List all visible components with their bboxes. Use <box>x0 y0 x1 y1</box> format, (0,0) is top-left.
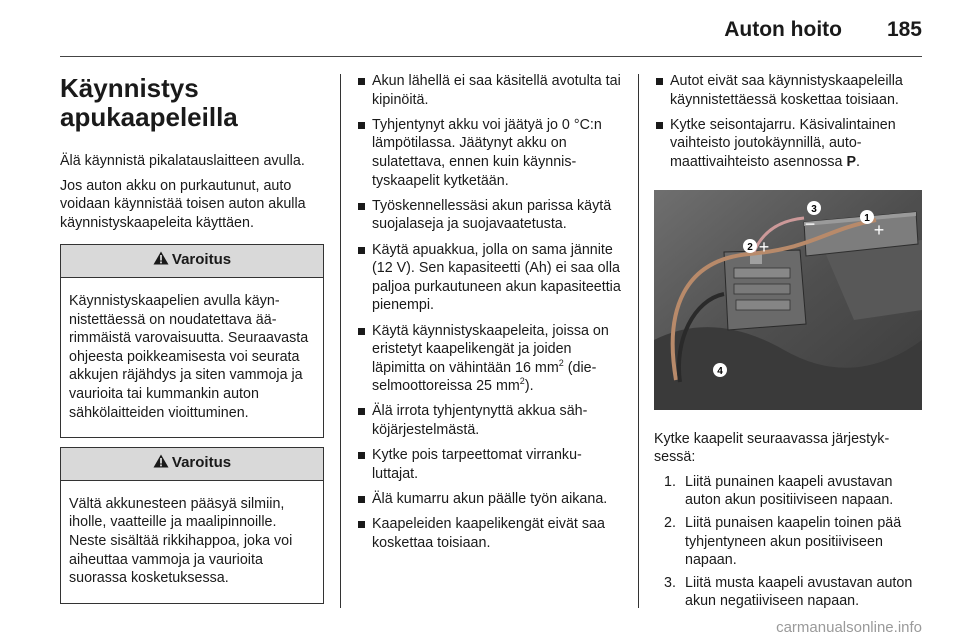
step-item <box>654 473 922 510</box>
section-title-line-2: apukaapeleilla <box>60 102 238 132</box>
list-item: Kaapeleiden kaapelikengät eivät saa koskettaa toisiaan. <box>356 515 622 552</box>
warning-label: Varoitus <box>171 454 232 472</box>
text-fragment: (dieselmoottoreissa 25 mm <box>372 359 597 395</box>
intro-paragraph: Älä käynnistä pikalatauslaitteen avulla. <box>60 153 305 169</box>
page-number: 185 <box>886 18 922 41</box>
warning-triangle-icon <box>153 454 169 468</box>
column-middle <box>356 72 622 559</box>
text-fragment: ). <box>524 378 534 395</box>
figure-label-3: 3 <box>811 203 817 215</box>
figure-label-4: 4 <box>717 365 723 377</box>
text-fragment: Kytke seisontajarru. Käsivalintainen vaihteisto joutokäynnillä, automaattivaihteisto asennossa <box>670 116 896 170</box>
step-item <box>654 574 922 611</box>
superscript: 2 <box>558 357 564 368</box>
step-number: 2. <box>664 514 676 531</box>
text-fragment: Käytä käynnistyskaapeleita, joissa on eristetyt kaapelikengät ja joiden läpimitta on vähintään 16 mm <box>372 322 609 376</box>
header-rule <box>60 56 922 57</box>
engine-bay-illustration <box>654 190 922 410</box>
figure-label-2: 2 <box>747 241 753 253</box>
list-item: Älä irrota tyhjentynyttä akkua sähköjärjestelmästä. <box>356 402 622 439</box>
list-item-gear <box>654 116 922 172</box>
section-title <box>60 74 324 132</box>
warning-box <box>60 244 324 438</box>
running-header-title: Auton hoito <box>724 18 842 41</box>
column-right <box>654 72 922 615</box>
superscript: 2 <box>519 376 525 387</box>
gear-position-p: P <box>846 153 856 170</box>
warning-box <box>60 447 324 604</box>
connection-steps <box>654 473 922 611</box>
list-item: Työskennellessäsi akun parissa käytä suojalaseja ja suojavaatetusta. <box>356 197 622 234</box>
precautions-list <box>356 72 622 552</box>
list-item: Autot eivät saa käynnistyskaapeleilla käynnistettäessä koskettaa toisiaan. <box>654 72 922 109</box>
figure-plus-sign: + <box>758 236 770 257</box>
step-number: 3. <box>664 574 676 591</box>
column-divider <box>340 74 341 608</box>
step-text: Liitä punainen kaapeli avustavan auton akun positiiviseen napaan. <box>685 473 894 509</box>
preparation-list <box>654 72 922 172</box>
figure-plus-sign: + <box>873 219 885 240</box>
step-number: 1. <box>664 473 676 490</box>
warning-header <box>61 448 323 481</box>
list-item: Käytä apuakkua, jolla on sama jännite (12 V). Sen kapasiteetti (Ah) ei saa olla paljoa purkautuneen akun kapasiteettia pienempi. <box>356 241 622 315</box>
step-item <box>654 514 922 570</box>
section-title-line-1: Käynnistys <box>60 73 199 103</box>
list-item-cable-size <box>356 322 622 396</box>
list-item: Kytke pois tarpeettomat virrankuluttajat. <box>356 446 622 483</box>
warning-triangle-icon <box>153 251 169 265</box>
column-divider <box>638 74 639 608</box>
list-item: Tyhjentynyt akku voi jäätyä jo 0 °C:n lämpötilassa. Jäätynyt akku on sulatettava, ennen kuin käynnistyskaapelit kytketään. <box>356 116 622 190</box>
warning-text: Käynnistyskaapelien avulla käynnistettäessä on noudatettava äärimmäistä varovaisuutta. Seuraavasta ohjeesta poikkeamisesta voi seurata akkujen räjähdys ja siten vammoja ja vaurioita tai kummankin auton sähkölaitteiden vioittuminen. <box>69 292 309 421</box>
engine-bay-figure <box>654 190 922 410</box>
list-item: Akun lähellä ei saa käsitellä avotulta tai kipinöitä. <box>356 72 622 109</box>
watermark: carmanualsonline.info <box>776 619 922 636</box>
warning-header <box>61 245 323 278</box>
warning-text: Vältä akkunesteen pääsyä silmiin, iholle, vaatteille ja maalipinnoille. Neste sisältää rikkihappoa, joka voi aiheuttaa vammoja ja vaurioita suorassa kosketuksessa. <box>69 495 293 587</box>
column-left <box>60 72 324 604</box>
step-text: Liitä musta kaapeli avustavan auton akun negatiiviseen napaan. <box>685 574 913 610</box>
figure-minus-sign: − <box>804 213 816 234</box>
warning-label: Varoitus <box>171 251 232 269</box>
steps-intro: Kytke kaapelit seuraavassa järjestyksessä: <box>654 430 890 466</box>
step-text: Liitä punaisen kaapelin toinen pää tyhjentyneen akun positiiviseen napaan. <box>685 514 902 569</box>
intro-paragraph: Jos auton akku on purkautunut, auto voidaan käynnistää toisen auton akulla käynnistyskaapeleita käyttäen. <box>60 177 306 231</box>
list-item: Älä kumarru akun päälle työn aikana. <box>356 490 622 509</box>
figure-label-1: 1 <box>864 212 870 224</box>
text-fragment: . <box>855 153 860 170</box>
